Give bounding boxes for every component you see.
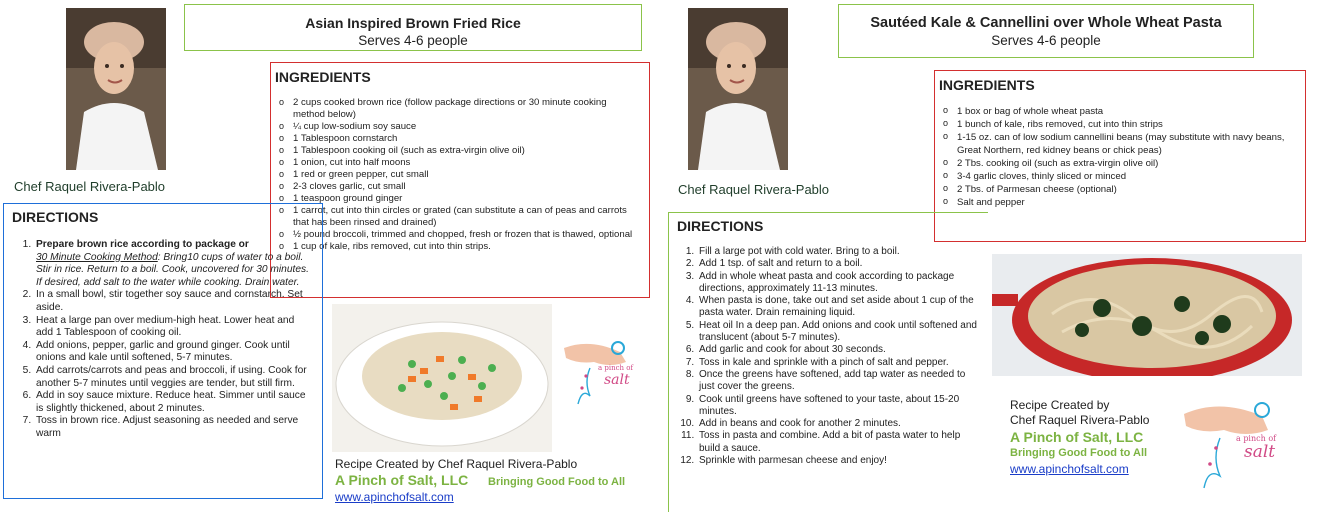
direction-step: 10. Add in beans and cook for another 2 minutes. — [697, 418, 980, 430]
ingredient-item: o 1 red or green pepper, cut small — [275, 169, 641, 181]
ingredients-box — [934, 70, 1306, 242]
website-link[interactable]: www.apinchofsalt.com — [1010, 462, 1129, 476]
direction-step: 5. Add carrots/carrots and peas and broccoli, if using. Cook for another 5-7 minutes until veggies are tender, but still firm. — [34, 365, 312, 390]
recipe-title: Asian Inspired Brown Fried Rice — [305, 15, 521, 31]
ingredient-item: o 1 onion, cut into half moons — [275, 157, 641, 169]
step1-rest: : Bring10 cups of water to a boil. Stir in rice. Return to a boil. Cook, uncovered for 30 minutes. If desired, add salt to the water while cooking. Drain water. — [36, 251, 309, 288]
ingredient-item: o ½ pound broccoli, trimmed and chopped, fresh or frozen that is thawed, optional — [275, 229, 641, 241]
ingredient-item: o 1 cup of kale, ribs removed, cut into thin strips. — [275, 241, 641, 253]
ingredient-item: o Salt and pepper — [939, 196, 1297, 209]
direction-step: 11. Toss in pasta and combine. Add a bit of pasta water to help build a sauce. — [697, 430, 980, 455]
ingredient-item: o 1-15 oz. can of low sodium cannellini beans (may substitute with navy beans, Great Northern, red kidney beans or chick peas) — [939, 131, 1297, 157]
directions-box — [3, 203, 323, 499]
direction-step: 3. Heat a large pan over medium-high heat. Lower heat and add 1 Tablespoon of cooking oil. — [34, 315, 312, 340]
ingredient-item: o 2 Tbs. of Parmesan cheese (optional) — [939, 183, 1297, 196]
direction-step: 5. Heat oil In a deep pan. Add onions and cook until softened and translucent (about 5-7 minutes). — [697, 320, 980, 345]
directions-heading: DIRECTIONS — [12, 209, 99, 225]
ingredients-heading: INGREDIENTS — [939, 77, 1035, 93]
ingredient-item: o 1 carrot, cut into thin circles or grated (can substitute a can of peas and carrots that has been rinsed and drained) — [275, 205, 641, 229]
recipe-title-box — [184, 4, 642, 51]
serves-text: Serves 4-6 people — [358, 33, 468, 48]
directions-heading: DIRECTIONS — [677, 218, 764, 234]
logo-salt: salt — [604, 372, 630, 388]
ingredients-box — [270, 62, 650, 298]
directions-box — [668, 212, 988, 512]
fried-rice-photo — [332, 304, 552, 452]
ingredient-item: o 1 teaspoon ground ginger — [275, 193, 641, 205]
directions-list — [677, 246, 980, 467]
ingredient-item: o 2 cups cooked brown rice (follow package directions or 30 minute cooking method below) — [275, 97, 641, 121]
ingredients-list — [275, 97, 641, 253]
pinch-of-salt-logo — [1180, 384, 1296, 496]
recipe-title-box — [838, 4, 1254, 58]
ingredient-item: o 1 Tablespoon cornstarch — [275, 133, 641, 145]
direction-step: 1. Fill a large pot with cold water. Bring to a boil. — [697, 246, 980, 258]
direction-step: 7. Toss in kale and sprinkle with a pinch of salt and pepper. — [697, 357, 980, 369]
recipe-card-kale-pasta — [664, 0, 1317, 512]
direction-step — [34, 239, 312, 289]
direction-step: 2. Add 1 tsp. of salt and return to a boil. — [697, 258, 980, 270]
recipe-card-fried-rice — [0, 0, 654, 512]
ingredients-heading: INGREDIENTS — [275, 69, 371, 85]
logo-salt: salt — [1244, 442, 1276, 462]
ingredient-item: o 1 bunch of kale, ribs removed, cut into thin strips — [939, 118, 1297, 131]
direction-step: 2. In a small bowl, stir together soy sauce and cornstarch. Set aside. — [34, 289, 312, 314]
company-name: A Pinch of Salt, LLC — [1010, 429, 1144, 445]
recipe-credit-line2: Chef Raquel Rivera-Pablo — [1010, 413, 1150, 427]
chef-photo — [688, 8, 788, 170]
chef-photo — [66, 8, 166, 170]
direction-step: 3. Add in whole wheat pasta and cook according to package directions, approximately 11-13 minutes. — [697, 271, 980, 296]
pinch-of-salt-logo — [560, 318, 648, 414]
ingredient-item: o 1 box or bag of whole wheat pasta — [939, 105, 1297, 118]
serves-text: Serves 4-6 people — [991, 33, 1101, 48]
direction-step: 8. Once the greens have softened, add tap water as needed to just cover the greens. — [697, 369, 980, 394]
logo-a-pinch-of: a pinch of — [1236, 434, 1277, 443]
directions-list — [12, 239, 312, 441]
recipe-credit-line1: Recipe Created by — [1010, 398, 1110, 412]
direction-step: 6. Add garlic and cook for about 30 seconds. — [697, 344, 980, 356]
direction-step: 9. Cook until greens have softened to your taste, about 15-20 minutes. — [697, 394, 980, 419]
ingredient-item: o 1 Tablespoon cooking oil (such as extra-virgin olive oil) — [275, 145, 641, 157]
ingredient-item: o 2-3 cloves garlic, cut small — [275, 181, 641, 193]
ingredient-item: o 3-4 garlic cloves, thinly sliced or minced — [939, 170, 1297, 183]
company-name: A Pinch of Salt, LLC — [335, 472, 469, 488]
direction-step: 7. Toss in brown rice. Adjust seasoning as needed and serve warm — [34, 415, 312, 440]
chef-caption: Chef Raquel Rivera-Pablo — [14, 179, 166, 194]
kale-pasta-photo — [992, 254, 1302, 376]
company-tagline: Bringing Good Food to All — [488, 476, 626, 488]
recipe-credit: Recipe Created by Chef Raquel Rivera-Pablo — [335, 457, 578, 471]
direction-step: 6. Add in soy sauce mixture. Reduce heat. Simmer until sauce is slightly thickened, about 2 minutes. — [34, 390, 312, 415]
ingredients-list — [939, 105, 1297, 209]
direction-step: 4. When pasta is done, take out and set aside about 1 cup of the pasta water. Drain remaining liquid. — [697, 295, 980, 320]
ingredient-item: o ¼ cup low-sodium soy sauce — [275, 121, 641, 133]
direction-step: 4. Add onions, pepper, garlic and ground ginger. Cook until onions and kale until softened, 5-7 minutes. — [34, 340, 312, 365]
chef-caption: Chef Raquel Rivera-Pablo — [678, 182, 830, 197]
website-link[interactable]: www.apinchofsalt.com — [335, 490, 454, 504]
recipe-title: Sautéed Kale & Cannellini over Whole Wheat Pasta — [870, 15, 1222, 31]
company-tagline: Bringing Good Food to All — [1010, 447, 1148, 459]
step1-bold: Prepare brown rice according to package or — [36, 239, 249, 250]
direction-step: 12. Sprinkle with parmesan cheese and enjoy! — [697, 455, 980, 467]
ingredient-item: o 2 Tbs. cooking oil (such as extra-virgin olive oil) — [939, 157, 1297, 170]
logo-a-pinch-of: a pinch of — [598, 364, 634, 372]
cooking-method-name: 30 Minute Cooking Method — [36, 251, 158, 263]
